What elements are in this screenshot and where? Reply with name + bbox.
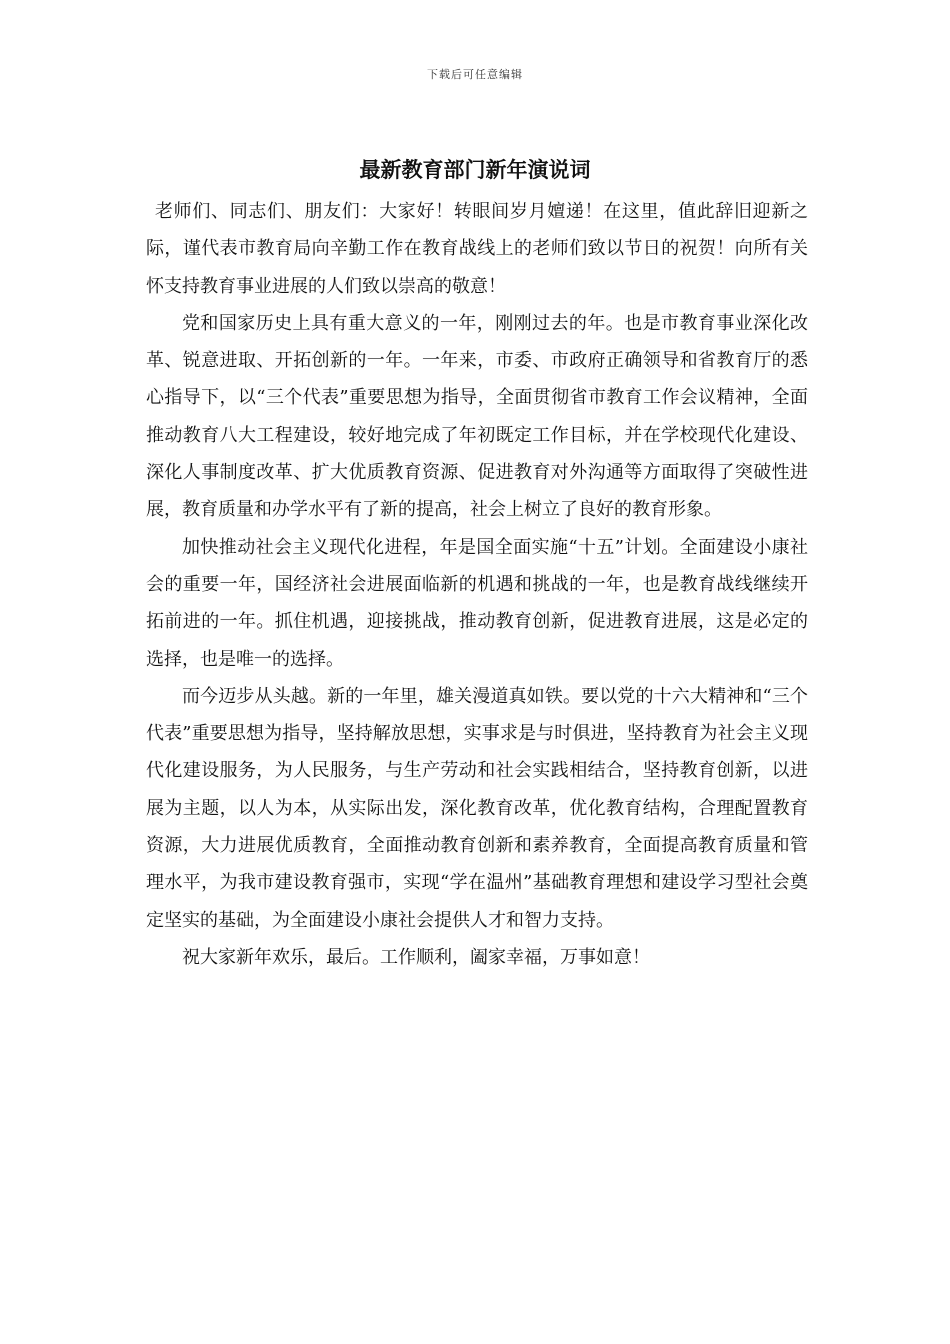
paragraph-plan: 而今迈步从头越。新的一年里，雄关漫道真如铁。要以党的十六大精神和“三个代表”重要思想为指导，坚持解放思想，实事求是与时俱进，坚持教育为社会主义现代化建设服务，为人民服务，与生产劳动和社会实践相结合，坚持教育创新，以进展为主题，以人为本，从实际出发，深化教育改革，优化教育结构，合理配置教育资源，大力进展优质教育，全面推动教育创新和素养教育，全面提高教育质量和管理水平，为我市建设教育强市，实现“学在温州”基础教育理想和建设学习型社会奠定坚实的基础，为全面建设小康社会提供人才和智力支持。 (146, 685, 808, 931)
header-note: 下载后可任意编辑 (427, 68, 523, 81)
paragraph-wishes: 祝大家新年欢乐，最后。工作顺利，阖家幸福，万事如意！ (182, 946, 650, 968)
paragraph-review: 党和国家历史上具有重大意义的一年，刚刚过去的年。也是市教育事业深化改革、锐意进取、开拓创新的一年。一年来，市委、市政府正确领导和省教育厅的悉心指导下，以“三个代表”重要思想为指导，全面贯彻省市教育工作会议精神，全面推动教育八大工程建设，较好地完成了年初既定工作目标，并在学校现代化建设、深化人事制度改革、扩大优质教育资源、促进教育对外沟通等方面取得了突破性进展，教育质量和办学水平有了新的提高，社会上树立了良好的教育形象。 (146, 312, 808, 521)
paragraph-opportunity: 加快推动社会主义现代化进程，年是国全面实施“十五”计划。全面建设小康社会的重要一年，国经济社会进展面临新的机遇和挑战的一年，也是教育战线继续开拓前进的一年。抓住机遇，迎接挑战，推动教育创新，促进教育进展，这是必定的选择，也是唯一的选择。 (146, 536, 808, 670)
paragraph-greeting: 老师们、同志们、朋友们：大家好！转眼间岁月嬗递！在这里，值此辞旧迎新之际，谨代表市教育局向辛勤工作在教育战线上的老师们致以节日的祝贺！向所有关怀支持教育事业进展的人们致以崇高的敬意！ (146, 201, 808, 297)
document-title: 最新教育部门新年演说词 (359, 158, 591, 182)
document-body (146, 193, 808, 976)
